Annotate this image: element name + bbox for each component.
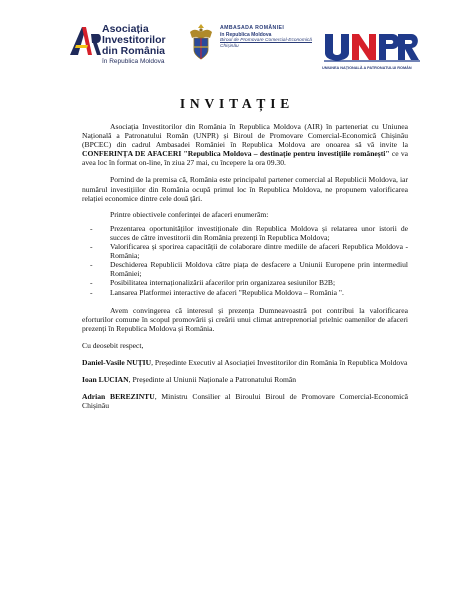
list-item — [82, 288, 408, 297]
air-logo-line4: în Republica Moldova — [102, 58, 165, 65]
air-mark-icon — [68, 24, 102, 58]
list-bullet: - — [90, 223, 93, 233]
objective-text: Lansarea Platformei interactive de afaceri "Republica Moldova – România ". — [110, 287, 344, 297]
embassy-logo — [186, 22, 316, 72]
list-item — [82, 224, 408, 242]
romanian-coat-of-arms-icon — [186, 22, 216, 62]
objective-text: Prezentarea oportunităților investiționale din Republica Moldova și relatarea unor istorii de succes de către investitorii din România prezenți în Republica Moldova; — [110, 223, 408, 242]
premise-paragraph: Pornind de la premisa că, România este principalul partener comercial al Republicii Moldova, iar numărul investițiilor din România ocupă primul loc în Republica Moldova, ne propunem valorificarea relației economice dintre cele două țări. — [82, 175, 408, 203]
list-bullet: - — [90, 242, 93, 252]
air-logo-line2: Investitorilor — [102, 34, 166, 46]
list-item — [82, 278, 408, 287]
objectives-intro: Printre obiectivele conferinței de afaceri enumerăm: — [110, 209, 269, 219]
unpr-logo — [322, 30, 422, 74]
embassy-logo-line4: Chișinău — [220, 44, 239, 49]
closing-paragraph: Avem convingerea că interesul și prezența Dumneavoastră pot contribui la valorificarea eforturilor comune în scopul promovării și creării unui climat antreprenorial prielnic oamenilor de afaceri prezenți în Republica Moldova și România. — [82, 305, 408, 333]
letter-body — [82, 122, 408, 418]
objectives-list — [82, 224, 408, 297]
air-logo-line3: din România — [102, 45, 166, 57]
list-bullet: - — [90, 278, 93, 288]
signature-role: , Ministru Consilier al Biroului Biroul de Promovare Comercial-Economică Chișinău — [82, 392, 408, 411]
embassy-logo-line1: AMBASADA ROMÂNIEI — [220, 25, 285, 31]
signature-name: Daniel-Vasile NUȚIU — [82, 357, 152, 367]
letterhead — [0, 0, 474, 92]
unpr-logo-caption: UNIUNEA NAȚIONALĂ A PATRONATULUI ROMÂN — [322, 66, 412, 70]
air-logo-line1: Asociația — [102, 23, 149, 35]
list-bullet: - — [90, 287, 93, 297]
embassy-logo-line3: Biroul de Promovare Comercial-Economică — [220, 38, 312, 43]
signature-role: , Președinte al Uniunii Naționale a Patronatului Român — [128, 375, 297, 385]
letter-title: INVITAȚIE — [179, 96, 295, 111]
objective-text: Deschiderea Republicii Moldova către piața de desfacere a Uniunii Europene prin intermediul României; — [110, 260, 408, 279]
signature-air — [82, 358, 408, 367]
list-item — [82, 260, 408, 278]
signature-name: Adrian BEREZINTU — [82, 392, 155, 402]
objective-text: Valorificarea și sporirea capacității de colaborare dintre mediile de afaceri Republica Moldova - România; — [110, 242, 408, 261]
objective-text: Posibilitatea internaționalizării afacerilor prin organizarea sesiunilor B2B; — [110, 278, 336, 288]
conference-name: CONFERINȚA DE AFACERI "Republica Moldova – destinație pentru investițiile românești" — [82, 149, 390, 159]
signature-role: , Președinte Executiv al Asociației Investitorilor din România în Republica Moldova — [151, 357, 408, 367]
embassy-logo-line2: în Republica Moldova — [220, 31, 272, 38]
intro-paragraph — [82, 122, 408, 167]
list-bullet: - — [90, 260, 93, 270]
intro-text-start: Asociația Investitorilor din România în Republica Moldova (AIR) în parteneriat cu Uniunea Națională a Patronatului Român (UNPR) și Biroul de Promovare Comercial-Economică Chișinău (BPCEC) din cadrul Ambasadei României în Republica Moldova are onoarea să vă invite la — [82, 122, 408, 150]
signature-bpcec — [82, 392, 408, 410]
regards-line: Cu deosebit respect, — [82, 340, 144, 350]
air-logo — [68, 22, 188, 78]
signature-name: Ioan LUCIAN — [82, 375, 129, 385]
signature-unpr — [82, 375, 408, 384]
intro-text-end: ce va avea loc în format on-line, în ziua 27 mai, cu începere la ora 09.30. — [82, 149, 408, 168]
list-item — [82, 242, 408, 260]
unpr-mark-icon — [322, 30, 422, 64]
